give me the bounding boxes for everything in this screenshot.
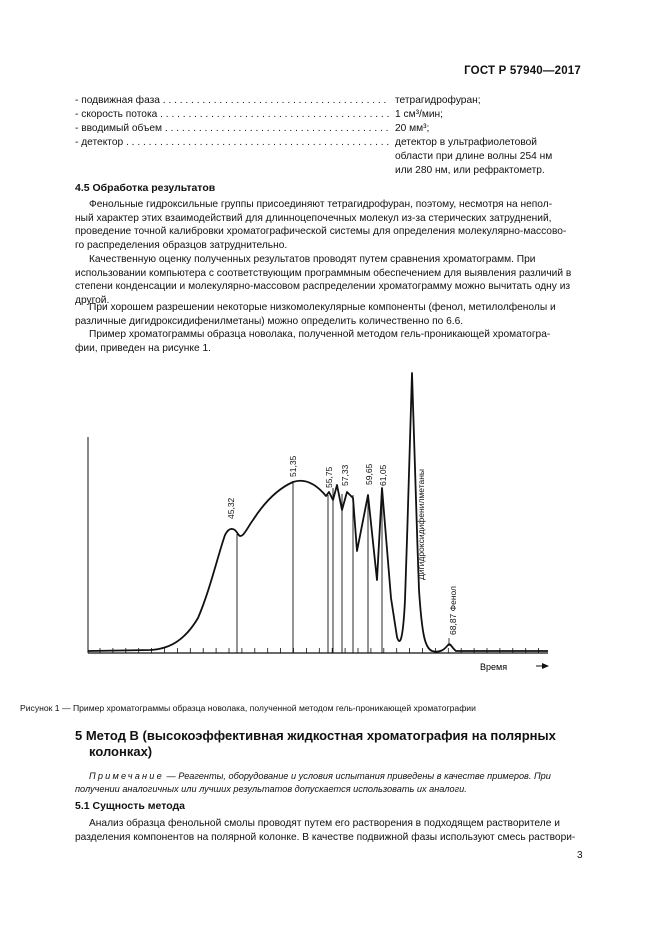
text-line: ный характер этих взаимодействий для длинноцепочечных молекул из-за стерических затруднений, (75, 212, 552, 224)
param-label-mobile-phase: - подвижная фаза . . . (75, 94, 390, 108)
text-line: Качественную оценку полученных результатов проводят путем сравнения хроматограмм. При (89, 254, 536, 265)
time-axis-label: Время (480, 662, 508, 672)
text-line: При хорошем разрешении некоторые низкомолекулярные компоненты (фенол, метилолфенолы и (89, 302, 556, 313)
peak-label-61-05: 61,05 (378, 464, 388, 486)
param-value-flow-rate: 1 см³/мин; (395, 109, 443, 120)
param-value-detector-line2: области при длине волны 254 нм (395, 151, 553, 162)
note-text: — Реагенты, оборудование и условия испытания приведены в качестве примеров. При (163, 771, 551, 781)
text-line: использовании компьютера с соответствующим программным обеспечением для выявления различий в (75, 267, 572, 279)
peak-label-phenol: 68,87 Фенол (448, 585, 458, 635)
text-line: различные дигидроксидифенилметаны) можно определить количественно по 6.6. (75, 315, 464, 327)
peak-label-45-32: 45,32 (226, 497, 236, 519)
text-line: проведение точной калибровки хроматографической системы для определения молекулярно-массово- (75, 226, 567, 238)
peak-label-dihydroxydiphenylmethanes: Дигидроксидифенилметаны (416, 468, 426, 580)
param-label-injection-volume: - вводимый объем . . . (75, 122, 390, 136)
note-label: Примечание (89, 771, 164, 781)
heading-line: колонках) (89, 744, 153, 759)
chromatogram-trace (88, 373, 548, 652)
peak-label-57-33: 57,33 (340, 464, 350, 486)
page-number: 3 (577, 850, 583, 861)
peak-drop-lines (237, 481, 382, 653)
text-line: го распределения образцов затруднительно. (75, 239, 288, 251)
time-arrow-head (542, 663, 549, 669)
param-value-mobile-phase: тетрагидрофуран; (395, 95, 481, 106)
figure-caption: Рисунок 1 — Пример хроматограммы образца новолака, полученной методом гель-проникающей хроматографии (20, 703, 476, 713)
text-line: фии, приведен на рисунке 1. (75, 342, 211, 354)
note-text-line-2: получении аналогичных или лучших результатов допускается использовать их аналоги. (75, 783, 467, 794)
section-4-5-heading: 4.5 Обработка результатов (75, 182, 216, 194)
text-line: другой. (75, 294, 110, 306)
section-5-note (75, 770, 585, 795)
param-value-detector-line3: или 280 нм, или рефрактометр. (395, 165, 545, 176)
param-value-injection-volume: 20 мм³; (395, 123, 430, 134)
text-line: разделения компонентов на полярной колонке. В качестве подвижной фазы используют смесь раствори- (75, 831, 576, 843)
section-5-1-heading: 5.1 Сущность метода (75, 800, 186, 812)
section-5-1-paragraph (75, 817, 585, 844)
text-line: Фенольные гидроксильные группы присоединяют тетрагидрофуран, поэтому, несмотря на непол- (89, 199, 553, 210)
peak-label-55-75: 55,75 (324, 466, 334, 488)
heading-line: 5 Метод В (высокоэффективная жидкостная хроматография на полярных (75, 728, 556, 743)
text-line: Анализ образца фенольной смолы проводят путем его растворения в подходящем растворителе и (89, 818, 560, 829)
section-5-heading (75, 728, 595, 760)
standard-header: ГОСТ Р 57940—2017 (464, 65, 581, 77)
peak-label-59-65: 59,65 (364, 463, 374, 485)
peak-label-51-35: 51,35 (288, 455, 298, 477)
param-value-detector-line1: детектор в ультрафиолетовой (395, 137, 537, 148)
param-label-flow-rate: - скорость потока . . . (75, 108, 390, 122)
param-label-detector: - детектор . . . (75, 136, 390, 150)
text-line: Пример хроматограммы образца новолака, полученной методом гель-проникающей хроматогра- (89, 329, 551, 340)
text-line: степени конденсации и молекулярно-массовом распределении хроматограмму можно вычитать одну из (75, 281, 571, 293)
